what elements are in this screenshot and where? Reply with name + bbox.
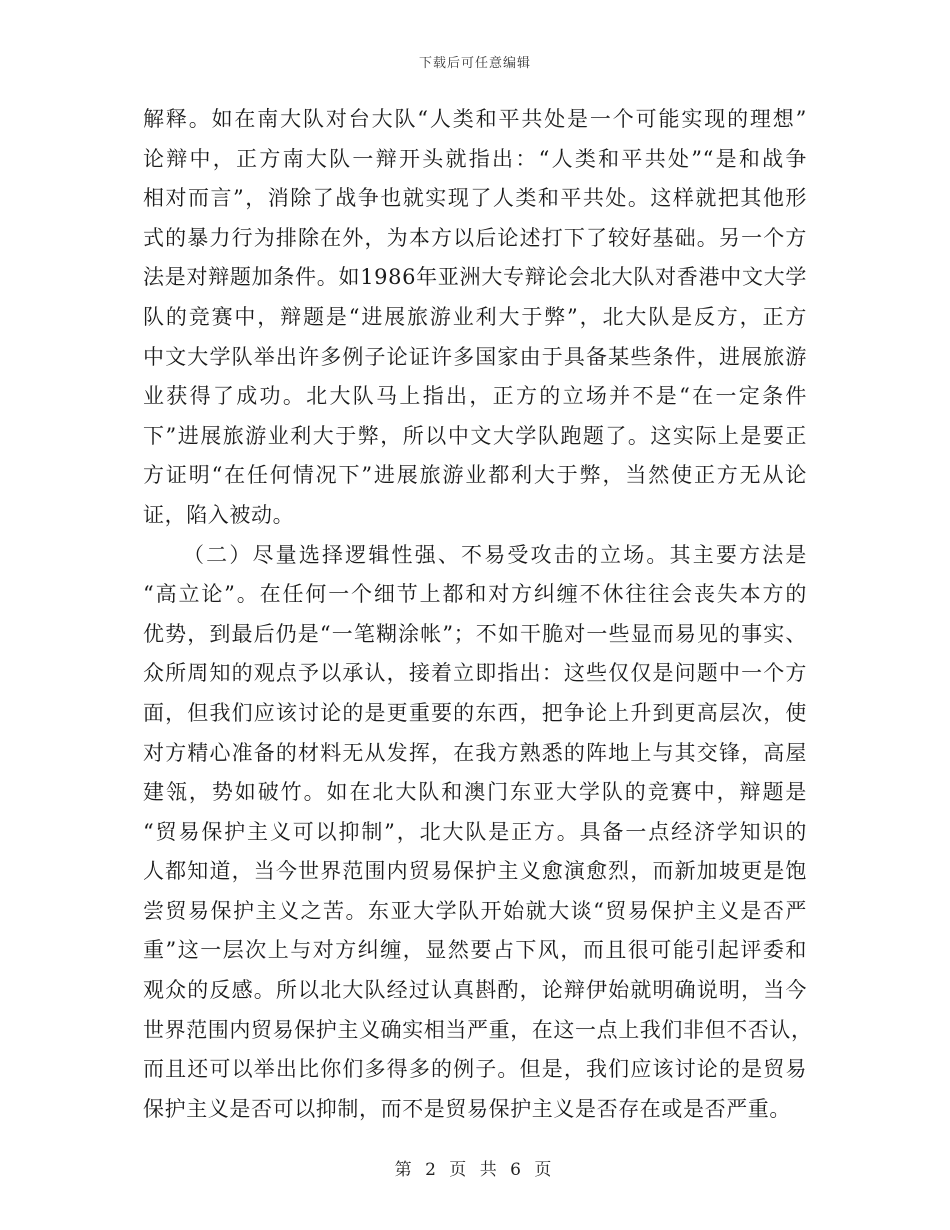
text-line: 重”这一层次上与对方纠缠，显然要占下风，而且很可能引起评委和 bbox=[143, 938, 807, 963]
text-line: 对方精心准备的材料无从发挥，在我方熟悉的阵地上与其交锋，高屋 bbox=[143, 740, 807, 765]
text-line: 法是对辩题加条件。如1986年亚洲大专辩论会北大队对香港中文大学 bbox=[143, 265, 807, 290]
paragraph-end-line: 保护主义是否可以抑制，而不是贸易保护主义是否存在或是否严重。 bbox=[143, 1096, 791, 1121]
text-line: 而且还可以举出比你们多得多的例子。但是，我们应该讨论的是贸易 bbox=[143, 1057, 807, 1082]
text-line: 众所周知的观点予以承认，接着立即指出：这些仅仅是问题中一个方 bbox=[143, 661, 807, 686]
text-line: “高立论”。在任何一个细节上都和对方纠缠不休往往会丧失本方的 bbox=[143, 582, 807, 607]
page-header: 下载后可任意编辑 bbox=[418, 56, 531, 71]
text-line: 解释。如在南大队对台大队“人类和平共处是一个可能实现的理想” bbox=[143, 107, 807, 131]
text-line: 方证明“在任何情况下”进展旅游业都利大于弊，当然使正方无从论 bbox=[143, 463, 807, 488]
text-line: 论辩中，正方南大队一辩开头就指出：“人类和平共处”“是和战争 bbox=[143, 146, 807, 171]
text-line: 面，但我们应该讨论的是更重要的东西，把争论上升到更高层次，使 bbox=[143, 700, 807, 725]
text-line: “贸易保护主义可以抑制”，北大队是正方。具备一点经济学知识的 bbox=[143, 819, 807, 844]
paragraph-end-line: 证，陷入被动。 bbox=[143, 502, 295, 527]
text-line: 世界范围内贸易保护主义确实相当严重，在这一点上我们非但不否认， bbox=[143, 1017, 813, 1042]
document-body bbox=[143, 100, 813, 1129]
text-line: 业获得了成功。北大队马上指出，正方的立场并不是“在一定条件 bbox=[143, 384, 807, 409]
text-line: 建瓴，势如破竹。如在北大队和澳门东亚大学队的竞赛中，辩题是 bbox=[143, 780, 807, 805]
page-number-footer: 第 2 页 共 6 页 bbox=[394, 1160, 556, 1180]
text-line: 下”进展旅游业利大于弊，所以中文大学队跑题了。这实际上是要正 bbox=[143, 423, 807, 448]
text-line: 优势，到最后仍是“一笔糊涂帐”；不如干脆对一些显而易见的事实、 bbox=[143, 621, 807, 646]
text-line: 式的暴力行为排除在外，为本方以后论述打下了较好基础。另一个方 bbox=[143, 225, 807, 250]
paragraph-start-line: （二）尽量选择逻辑性强、不易受攻击的立场。其主要方法是 bbox=[183, 542, 807, 567]
text-line: 人都知道，当今世界范围内贸易保护主义愈演愈烈，而新加坡更是饱 bbox=[143, 859, 807, 884]
text-line: 观众的反感。所以北大队经过认真斟酌，论辩伊始就明确说明，当今 bbox=[143, 978, 807, 1003]
text-line: 尝贸易保护主义之苦。东亚大学队开始就大谈“贸易保护主义是否严 bbox=[143, 898, 807, 923]
text-line: 队的竞赛中，辩题是“进展旅游业利大于弊”，北大队是反方，正方 bbox=[143, 304, 807, 329]
text-line: 相对而言”，消除了战争也就实现了人类和平共处。这样就把其他形 bbox=[143, 186, 807, 211]
text-line: 中文大学队举出许多例子论证许多国家由于具备某些条件，进展旅游 bbox=[143, 344, 807, 369]
